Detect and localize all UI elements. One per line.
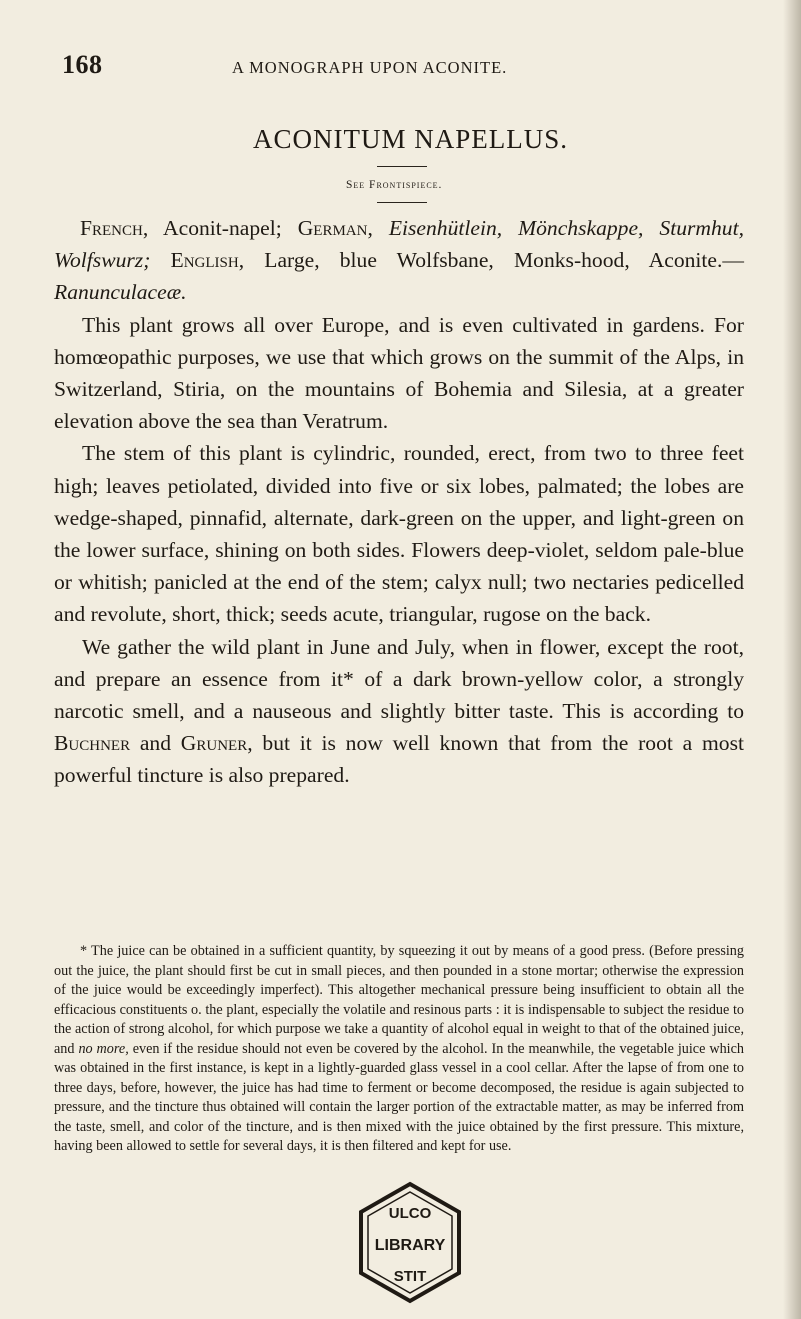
see-frontispiece-note: See Frontispiece. (346, 179, 443, 191)
footnote-paragraph (54, 942, 744, 1157)
stamp-text-library: LIBRARY (374, 1237, 446, 1254)
french-label: French, (80, 216, 149, 240)
english-names: Large, blue Wolfsbane, Monks-hood, Aconite.— (264, 248, 744, 273)
habitat-paragraph: This plant grows all over Europe, and is even cultivated in gardens. For homœopathic purposes, we use that which grows on the summit of the Alps, in Switzerland, Stiria, on the mountains of Bohemia and Silesia, at a greater elevation above the sea than Veratrum. (54, 312, 744, 434)
footnote-text-2: even if the residue should not even be covered by the alcohol. In the meanwhile, the vegetable juice which was obtained in the first instance, is kept in a lightly-guarded glass vessel in a cool cellar. After the lapse of from one to three days, before, however, the juice has had time to ferment or become decomposed, the residue is again subjected to pressure, and the tincture thus obtained will contain the larger portion of the extractable matter, as may be inferred from the taste, smell, and color of the tincture, and is then mixed with the juice obtained by the first pressure. This mixture, having been allowed to settle for several days, it is then filtered and kept for use. (54, 1040, 745, 1154)
main-text (54, 212, 744, 792)
library-stamp (355, 1180, 465, 1305)
conjunction-and: and (139, 731, 172, 756)
page-edge-shadow (783, 0, 801, 1319)
description-paragraph: The stem of this plant is cylindric, rounded, erect, from two to three feet high; leaves petiolated, divided into five or six lobes, palmated; the lobes are wedge-shaped, pinnafid, alternate, dark-green on the upper, and light-green on the lower surface, shining on both sides. Flowers deep-violet, seldom pale-blue or whitish; panicled at the end of the stem; calyx null; two nectaries pedicelled and revolute, short, thick; seeds acute, triangular, rugose on the back. (54, 441, 744, 627)
german-label: German, (297, 216, 373, 240)
running-head: A MONOGRAPH UPON ACONITE. (232, 58, 508, 77)
preparation-paragraph (54, 631, 744, 792)
title-rule-bottom (377, 202, 427, 203)
german-names: Eisenhütlein, Mönchskappe, Sturmhut, Wolfswurz; (54, 216, 744, 273)
stamp-text-top: ULCO (388, 1205, 432, 1222)
french-name: Aconit-napel; (163, 216, 282, 240)
stamp-text-bottom: STIT (393, 1268, 427, 1285)
author-buchner: Buchner (54, 731, 131, 756)
footnote-no-more: no more, (78, 1040, 129, 1057)
common-names-paragraph (54, 212, 744, 309)
footnote (54, 942, 744, 1157)
title-rule-top (377, 166, 427, 167)
plant-family: Ranunculaceæ. (54, 280, 187, 305)
preparation-text-2: but it is now well known that from the root a most powerful tincture is also prepared. (54, 731, 744, 788)
author-gruner: Gruner, (180, 731, 253, 756)
footnote-text-1: * The juice can be obtained in a sufficient quantity, by squeezing it out by means of a good press. (Before pressing out the juice, the plant should first be cut in small pieces, and then pounded in a stone mortar; otherwise the expression of the juice would be exceedingly imperfect). This altogether mechanical pressure being insufficient to obtain all the efficacious constituents o. the plant, especially the volatile and resinous parts : it is indispensable to subject the residue to the action of strong alcohol, for which purpose we take a quantity of alcohol equal in weight to that of the obtained juice, and (54, 943, 744, 1057)
chapter-title: ACONITUM NAPELLUS. (253, 124, 568, 154)
english-label: English, (170, 248, 245, 273)
page-number: 168 (62, 50, 103, 79)
preparation-text-1: We gather the wild plant in June and July, when in flower, except the root, and prepare an essence from it* of a dark brown-yellow color, a strongly narcotic smell, and a nauseous and slightly bitter taste. This is according to (54, 634, 744, 724)
